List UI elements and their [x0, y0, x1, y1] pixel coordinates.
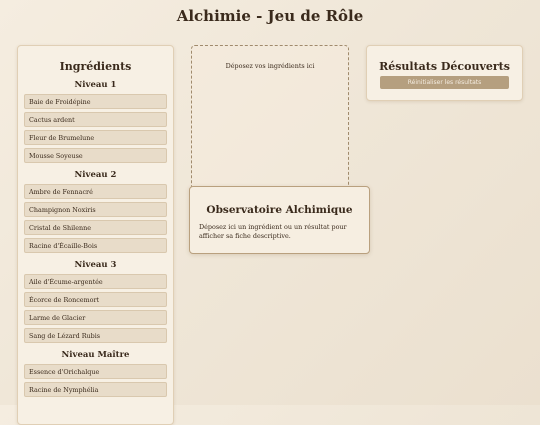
ingredient-item[interactable]: Ambre de Fennacré [24, 184, 167, 199]
reset-results-button[interactable]: Réinitialiser les résultats [380, 76, 509, 89]
observatory-panel[interactable] [189, 186, 370, 254]
page-title: Alchimie - Jeu de Rôle [176, 7, 364, 25]
results-heading: Résultats Découverts [379, 60, 510, 73]
level-heading-3: Niveau 3 [74, 260, 117, 270]
ingredient-item[interactable]: Cristal de Shilenne [24, 220, 167, 235]
results-panel [366, 45, 523, 101]
level-heading-1: Niveau 1 [74, 80, 117, 90]
ingredient-item[interactable]: Aile d'Écume-argentée [24, 274, 167, 289]
ingredient-item[interactable]: Larme de Glacier [24, 310, 167, 325]
level-heading-2: Niveau 2 [74, 170, 117, 180]
ingredient-item[interactable]: Racine d'Écaille-Bois [24, 238, 167, 253]
observatory-heading: Observatoire Alchimique [206, 204, 353, 216]
ingredient-item[interactable]: Essence d'Orichalque [24, 364, 167, 379]
ingredient-item[interactable]: Cactus ardent [24, 112, 167, 127]
ingredients-heading: Ingrédients [59, 60, 132, 73]
ingredient-item[interactable]: Champignon Noxiris [24, 202, 167, 217]
ingredients-panel [17, 45, 174, 425]
ingredient-item[interactable]: Fleur de Brumelune [24, 130, 167, 145]
ingredient-drop-zone[interactable] [191, 45, 349, 190]
ingredient-item[interactable]: Sang de Lézard Rubis [24, 328, 167, 343]
observatory-description: Déposez ici un ingrédient ou un résultat pour afficher sa fiche descriptive. [199, 223, 347, 240]
ingredient-item[interactable]: Écorce de Roncemort [24, 292, 167, 307]
ingredient-item[interactable]: Racine de Nymphélia [24, 382, 167, 397]
ingredient-item[interactable]: Baie de Froidépine [24, 94, 167, 109]
ingredient-item[interactable]: Mousse Soyeuse [24, 148, 167, 163]
level-heading-master: Niveau Maître [61, 350, 130, 360]
drop-zone-hint: Déposez vos ingrédients ici [225, 62, 315, 70]
